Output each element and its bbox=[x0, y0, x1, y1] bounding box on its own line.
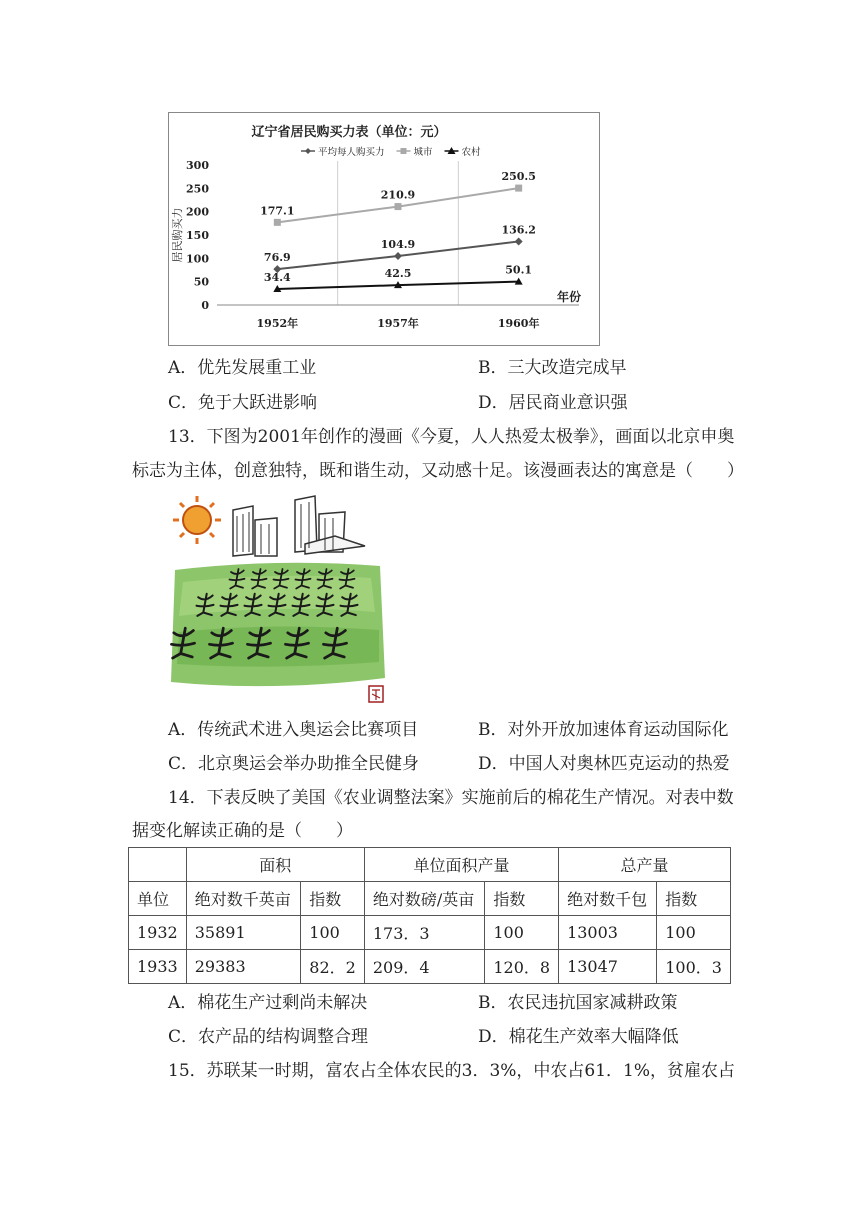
option-letter: B． bbox=[478, 720, 508, 740]
option-letter: B． bbox=[478, 993, 508, 1013]
q12-option-a bbox=[168, 356, 316, 380]
chart-title: 辽宁省居民购买力表（单位：元） bbox=[251, 125, 447, 140]
table-cell: 82．2 bbox=[301, 950, 365, 984]
table-cell: 100．3 bbox=[657, 950, 731, 984]
data-label: 42.5 bbox=[384, 267, 412, 281]
option-text: 棉花生产效率大幅降低 bbox=[508, 1027, 679, 1047]
y-tick-label: 250 bbox=[186, 182, 209, 196]
table-subheader: 绝对数千英亩 bbox=[186, 882, 301, 916]
option-letter: B． bbox=[478, 358, 508, 378]
option-letter: C． bbox=[168, 754, 199, 774]
table-subheader: 绝对数磅/英亩 bbox=[364, 882, 484, 916]
data-label: 104.9 bbox=[380, 238, 416, 252]
q13-option-c bbox=[168, 752, 419, 776]
option-text: 三大改造完成早 bbox=[507, 358, 627, 378]
table-subheader-row bbox=[129, 882, 731, 916]
data-point bbox=[395, 203, 402, 210]
option-letter: D． bbox=[478, 1027, 509, 1047]
y-tick-label: 300 bbox=[186, 159, 209, 172]
option-letter: A． bbox=[168, 993, 198, 1013]
option-text: 中国人对奥林匹克运动的热爱 bbox=[508, 754, 730, 774]
y-axis-label: 居民购买力 bbox=[171, 207, 184, 263]
legend-label: 农村 bbox=[461, 147, 481, 158]
table-cell: 100 bbox=[657, 916, 731, 950]
y-tick-label: 0 bbox=[201, 299, 209, 312]
option-text: 居民商业意识强 bbox=[508, 393, 628, 413]
option-text: 免于大跃进影响 bbox=[198, 393, 318, 413]
table-subheader: 单位 bbox=[129, 882, 187, 916]
table-cell: 1933 bbox=[129, 950, 187, 984]
legend-label: 城市 bbox=[413, 147, 433, 158]
option-text: 对外开放加速体育运动国际化 bbox=[507, 720, 729, 740]
table-row bbox=[129, 950, 731, 984]
q14-stem-line1: 14．下表反映了美国《农业调整法案》实施前后的棉花生产情况。对表中数 bbox=[168, 788, 734, 808]
q14-option-c bbox=[168, 1025, 368, 1049]
table-subheader: 指数 bbox=[485, 882, 559, 916]
option-text: 优先发展重工业 bbox=[197, 358, 317, 378]
seal-icon bbox=[369, 686, 383, 702]
table-cell: 100 bbox=[301, 916, 365, 950]
y-tick-label: 200 bbox=[186, 205, 209, 219]
data-label: 34.4 bbox=[263, 270, 291, 284]
data-point bbox=[515, 237, 523, 245]
table-cell: 1932 bbox=[129, 916, 187, 950]
data-point bbox=[274, 219, 281, 226]
table-cell: 29383 bbox=[186, 950, 301, 984]
q15-stem-line1: 15．苏联某一时期，富农占全体农民的3．3%，中农占61．1%，贫雇农占 bbox=[168, 1061, 736, 1081]
option-letter: D． bbox=[478, 754, 509, 774]
grass-field bbox=[171, 563, 385, 686]
option-letter: C． bbox=[168, 1027, 199, 1047]
table-cell: 13047 bbox=[559, 950, 657, 984]
option-text: 北京奥运会举办助推全民健身 bbox=[198, 754, 420, 774]
table-group-header: 单位面积产量 bbox=[364, 848, 558, 882]
sun-icon bbox=[173, 496, 221, 544]
table-cell: 209．4 bbox=[364, 950, 484, 984]
q13-stem-line2: 标志为主体，创意独特，既和谐生动，又动感十足。该漫画表达的寓意是（ ） bbox=[132, 461, 744, 481]
y-tick-label: 150 bbox=[186, 229, 209, 242]
data-label: 50.1 bbox=[505, 263, 533, 277]
q14-stem-line2: 据变化解读正确的是（ ） bbox=[132, 821, 353, 841]
x-tick-label: 1960年 bbox=[497, 317, 540, 330]
option-letter: D． bbox=[478, 393, 509, 413]
table-row bbox=[129, 916, 731, 950]
option-text: 农产品的结构调整合理 bbox=[198, 1027, 369, 1047]
purchasing-power-chart bbox=[168, 112, 600, 346]
option-letter: C． bbox=[168, 393, 199, 413]
data-point bbox=[515, 185, 522, 192]
table-cell bbox=[129, 848, 187, 882]
y-tick-label: 50 bbox=[193, 275, 209, 289]
q13-option-b bbox=[478, 718, 729, 742]
buildings-icon bbox=[233, 496, 365, 556]
taiji-cartoon-image bbox=[165, 492, 390, 706]
q13-stem-line1: 13．下图为2001年创作的漫画《今夏，人人热爱太极拳》，画面以北京申奥 bbox=[168, 427, 735, 447]
legend-marker bbox=[401, 148, 407, 154]
table-group-header: 总产量 bbox=[559, 848, 731, 882]
x-tick-label: 1957年 bbox=[377, 317, 419, 330]
table-group-header: 面积 bbox=[186, 848, 364, 882]
q14-option-a bbox=[168, 991, 367, 1015]
data-label: 177.1 bbox=[260, 204, 295, 218]
table-cell: 120．8 bbox=[485, 950, 559, 984]
data-label: 210.9 bbox=[380, 188, 416, 202]
y-tick-label: 100 bbox=[186, 252, 209, 266]
chart-svg bbox=[169, 113, 599, 345]
option-text: 农民违抗国家减耕政策 bbox=[507, 993, 678, 1013]
option-letter: A． bbox=[168, 720, 198, 740]
table-cell: 173．3 bbox=[364, 916, 484, 950]
option-letter: A． bbox=[168, 358, 198, 378]
data-point bbox=[394, 252, 402, 260]
q12-option-c bbox=[168, 391, 317, 415]
legend-marker bbox=[305, 148, 311, 154]
data-label: 136.2 bbox=[501, 223, 536, 237]
q14-option-b bbox=[478, 991, 678, 1015]
data-label: 250.5 bbox=[501, 170, 536, 184]
q12-option-d bbox=[478, 391, 628, 415]
table-subheader: 指数 bbox=[657, 882, 731, 916]
legend-label: 平均每人购买力 bbox=[318, 147, 385, 158]
table-group-header-row bbox=[129, 848, 731, 882]
table-subheader: 指数 bbox=[301, 882, 365, 916]
q13-option-d bbox=[478, 752, 730, 776]
q13-option-a bbox=[168, 718, 418, 742]
x-axis-label: 年份 bbox=[556, 290, 581, 304]
table-cell: 100 bbox=[485, 916, 559, 950]
q14-option-d bbox=[478, 1025, 679, 1049]
table-cell: 35891 bbox=[186, 916, 301, 950]
option-text: 传统武术进入奥运会比赛项目 bbox=[197, 720, 419, 740]
table-subheader: 绝对数千包 bbox=[559, 882, 657, 916]
q12-option-b bbox=[478, 356, 627, 380]
x-tick-label: 1952年 bbox=[256, 317, 299, 330]
cotton-production-table bbox=[128, 847, 731, 984]
option-text: 棉花生产过剩尚未解决 bbox=[197, 993, 368, 1013]
data-label: 76.9 bbox=[263, 251, 291, 265]
table-cell: 13003 bbox=[559, 916, 657, 950]
